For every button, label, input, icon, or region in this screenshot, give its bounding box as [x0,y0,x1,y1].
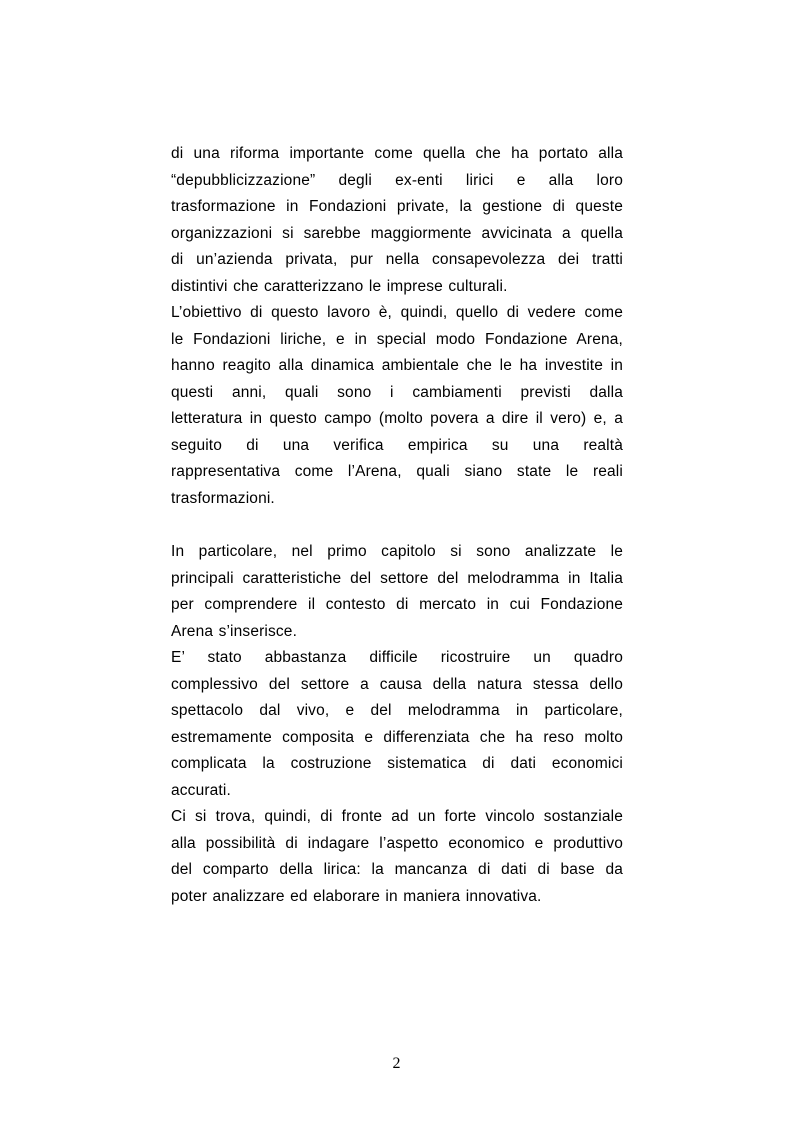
text-line: complicata la costruzione sistematica di dati economici [171,755,623,772]
text-line: E’ stato abbastanza difficile ricostruire un quadro [171,649,623,666]
text-line: seguito di una verifica empirica su una realtà [171,436,623,454]
text-line: per comprendere il contesto di mercato in cui Fondazione [171,596,623,613]
body-text [171,141,623,910]
text-line: Ci si trova, quindi, di fronte ad un forte vincolo sostanziale [171,808,623,825]
text-line: di un’azienda privata, pur nella consapevolezza dei tratti [171,251,623,268]
text-line: L’obiettivo di questo lavoro è, quindi, quello di vedere come [171,304,623,321]
text-line: spettacolo dal vivo, e del melodramma in particolare, [171,702,623,719]
text-line: distintivi che caratterizzano le imprese culturali. [171,277,508,295]
text-line: estremamente composita e differenziata che ha reso molto [171,728,623,746]
paragraph [171,300,623,512]
paragraph-gap [171,512,623,539]
text-line: letteratura in questo campo (molto povera a dire il vero) e, a [171,410,623,427]
text-line: trasformazioni. [171,489,275,507]
text-line: “depubblicizzazione” degli ex-enti lirici e alla loro [171,171,623,189]
text-line: questi anni, quali sono i cambiamenti previsti dalla [171,383,623,401]
text-line: accurati. [171,781,231,799]
text-line: principali caratteristiche del settore del melodramma in Italia [171,569,623,587]
text-line: hanno reagito alla dinamica ambientale che le ha investite in [171,357,623,374]
text-line: di una riforma importante come quella che ha portato alla [171,145,623,162]
text-line: Arena s’inserisce. [171,622,298,640]
paragraph [171,804,623,910]
text-line: rappresentativa come l’Arena, quali siano state le reali [171,463,623,480]
text-line: In particolare, nel primo capitolo si sono analizzate le [171,543,623,560]
text-line: alla possibilità di indagare l’aspetto economico e produttivo [171,834,623,852]
text-line: organizzazioni si sarebbe maggiormente avvicinata a quella [171,224,623,242]
text-line: le Fondazioni liriche, e in special modo Fondazione Arena, [171,330,623,348]
text-line: complessivo del settore a causa della natura stessa dello [171,675,623,693]
text-line: del comparto della lirica: la mancanza di dati di base da [171,861,623,878]
text-line: trasformazione in Fondazioni private, la gestione di queste [171,198,623,215]
paragraph [171,141,623,300]
text-line: poter analizzare ed elaborare in maniera innovativa. [171,887,542,905]
paragraph [171,539,623,645]
page-number: 2 [392,1055,401,1072]
paragraph [171,645,623,804]
